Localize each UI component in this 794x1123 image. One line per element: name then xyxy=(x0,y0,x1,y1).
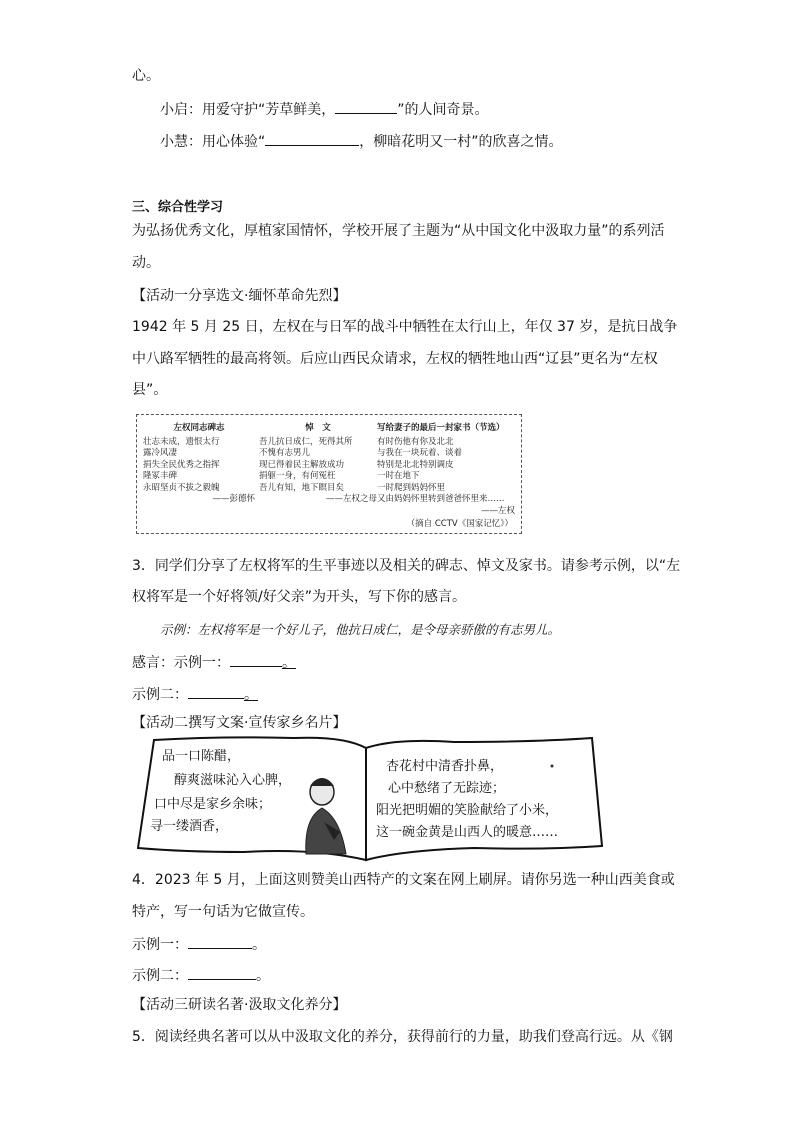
q4-line-2: 特产，写一句话为它做宣传。 xyxy=(132,904,314,920)
section-intro-1: 为弘扬优秀文化，厚植家国情怀，学校开展了主题为“从中国文化中汲取力量”的系列活 xyxy=(132,223,665,239)
text-line-top: 心。 xyxy=(132,68,160,84)
q3-answer-1-label: 感言：示例一： xyxy=(132,655,230,671)
col2-line: 捐躯一身，有何冤枉 xyxy=(259,471,336,481)
book-right-line: 杏花村中清香扑鼻， xyxy=(386,759,504,774)
q4-answer-1-end: 。 xyxy=(252,937,266,953)
col3-line: 有时伤他有你及北北 xyxy=(377,436,454,447)
col2-signature: ——左权之母 xyxy=(325,494,377,504)
xiaoqi-prefix: 小启：用爱守护“芳草鲜美， xyxy=(160,102,336,118)
col1-line: 捐失全民优秀之指挥 xyxy=(143,459,220,470)
memorial-column-1 xyxy=(143,423,255,506)
col1-line: 壮志未成，遗恨太行 xyxy=(143,436,220,447)
col1-signature: ——彭德怀 xyxy=(212,494,255,504)
col1-line: 永昭坚贞不拔之毅魄 xyxy=(143,482,220,493)
book-left-line: 寻一缕酒香， xyxy=(150,819,229,834)
source-note: （摘自 CCTV《国家记忆》） xyxy=(406,519,513,529)
memorial-column-2 xyxy=(259,423,377,506)
col3-line: 一时在地下 xyxy=(377,471,420,481)
book-left-line: 品一口陈醋， xyxy=(162,749,241,764)
activity2-heading: 【活动二撰写文案·宣传家乡名片】 xyxy=(132,715,347,731)
book-left-line: 醇爽滋味沁入心脾， xyxy=(174,773,292,788)
xiaoqi-suffix: ”的人间奇景。 xyxy=(397,102,489,118)
q3-answer-2-label: 示例二： xyxy=(132,687,188,703)
col3-line: 与我在一块玩着、谈着 xyxy=(377,448,463,458)
activity1-para-3: 县”。 xyxy=(132,382,168,398)
col3-line: 一时爬到妈妈怀里 xyxy=(377,482,446,493)
q4-answer-2-blank[interactable] xyxy=(188,964,256,980)
col2-title: 悼 文 xyxy=(305,423,331,433)
q4-answer-1-blank[interactable] xyxy=(188,933,252,949)
xiaohui-suffix: ，柳暗花明又一村”的欣喜之情。 xyxy=(359,134,563,150)
q4-answer-2 xyxy=(132,964,270,986)
memorial-column-3 xyxy=(377,423,515,517)
book-right-line: 这一碗金黄是山西人的暖意…… xyxy=(376,825,559,840)
xiaohui-prefix: 小慧：用心体验“ xyxy=(160,134,266,150)
q3-answer-2-blank[interactable] xyxy=(188,683,244,699)
activity1-para-2: 中八路军牺牲的最高将领。后应山西民众请求，左权的牺牲地山西“辽县”更名为“左权 xyxy=(132,351,658,367)
book-left-line: 口中尽是家乡余味； xyxy=(154,797,272,812)
q3-answer-1 xyxy=(132,651,296,673)
q3-line-1: 3．同学们分享了左权将军的生平事迹以及相关的碑志、悼文及家书。请参考示例，以“左 xyxy=(132,558,681,574)
q5-line-1: 5．阅读经典名著可以从中汲取文化的养分，获得前行的力量，助我们登高行远。从《钢 xyxy=(132,1029,673,1045)
col1-title: 左权同志碑志 xyxy=(173,423,225,433)
col3-title: 写给妻子的最后一封家书（节选） xyxy=(377,423,505,433)
q3-answer-2-end: 。 xyxy=(244,687,258,703)
col3-signature: ——左权 xyxy=(480,505,515,516)
q4-answer-2-label: 示例二： xyxy=(132,968,188,984)
col3-line: 特别是北北特别调皮 xyxy=(377,459,454,470)
activity3-heading: 【活动三研读名著·汲取文化养分】 xyxy=(132,997,347,1013)
activity1-para-1: 1942 年 5 月 25 日，左权在与日军的战斗中牺牲在太行山上，年仅 37 岁，是抗日战争 xyxy=(132,319,678,335)
section-intro-2: 动。 xyxy=(132,255,160,271)
q3-example: 示例：左权将军是一个好儿子，他抗日成仁，是令母亲骄傲的有志男儿。 xyxy=(160,622,561,637)
book-right-line: 阳光把明媚的笑脸献给了小米， xyxy=(376,803,559,818)
q4-answer-1-label: 示例一： xyxy=(132,937,188,953)
col1-line: 露冷风凄 xyxy=(143,448,178,458)
xiaoqi-line xyxy=(160,98,489,120)
q3-line-2: 权将军是一个好将领/好父亲”为开头，写下你的感言。 xyxy=(132,589,466,605)
col2-line: 吾儿有知，地下瞑目矣 xyxy=(259,482,345,493)
col2-line: 不愧有志男儿 xyxy=(259,448,311,458)
q4-line-1: 4．2023 年 5 月，上面这则赞美山西特产的文案在网上刷屏。请你另选一种山西美食或 xyxy=(132,872,675,888)
col1-line: 隆冢丰碑 xyxy=(143,471,178,481)
col3-line: 又由妈妈怀里转到爸爸怀里来…… xyxy=(377,494,505,504)
book-right-line: 心中愁绪了无踪迹； xyxy=(388,781,506,796)
q4-answer-1 xyxy=(132,933,266,955)
xiaohui-line xyxy=(160,130,563,152)
col2-line: 现已得着民主解放成功 xyxy=(259,459,345,470)
q4-answer-2-end: 。 xyxy=(256,968,270,984)
q3-answer-2 xyxy=(132,683,258,705)
memorial-texts-box xyxy=(136,414,522,534)
book-illustration xyxy=(134,736,606,862)
section-title: 三、综合性学习 xyxy=(132,200,224,215)
activity1-heading: 【活动一分享选文·缅怀革命先烈】 xyxy=(132,288,347,304)
q3-answer-1-blank[interactable] xyxy=(230,651,282,667)
col2-line: 吾儿抗日成仁，死得其所 xyxy=(259,436,353,447)
xiaoqi-blank[interactable] xyxy=(335,98,397,114)
q3-answer-1-end: 。 xyxy=(282,655,296,671)
xiaohui-blank[interactable] xyxy=(265,130,359,146)
